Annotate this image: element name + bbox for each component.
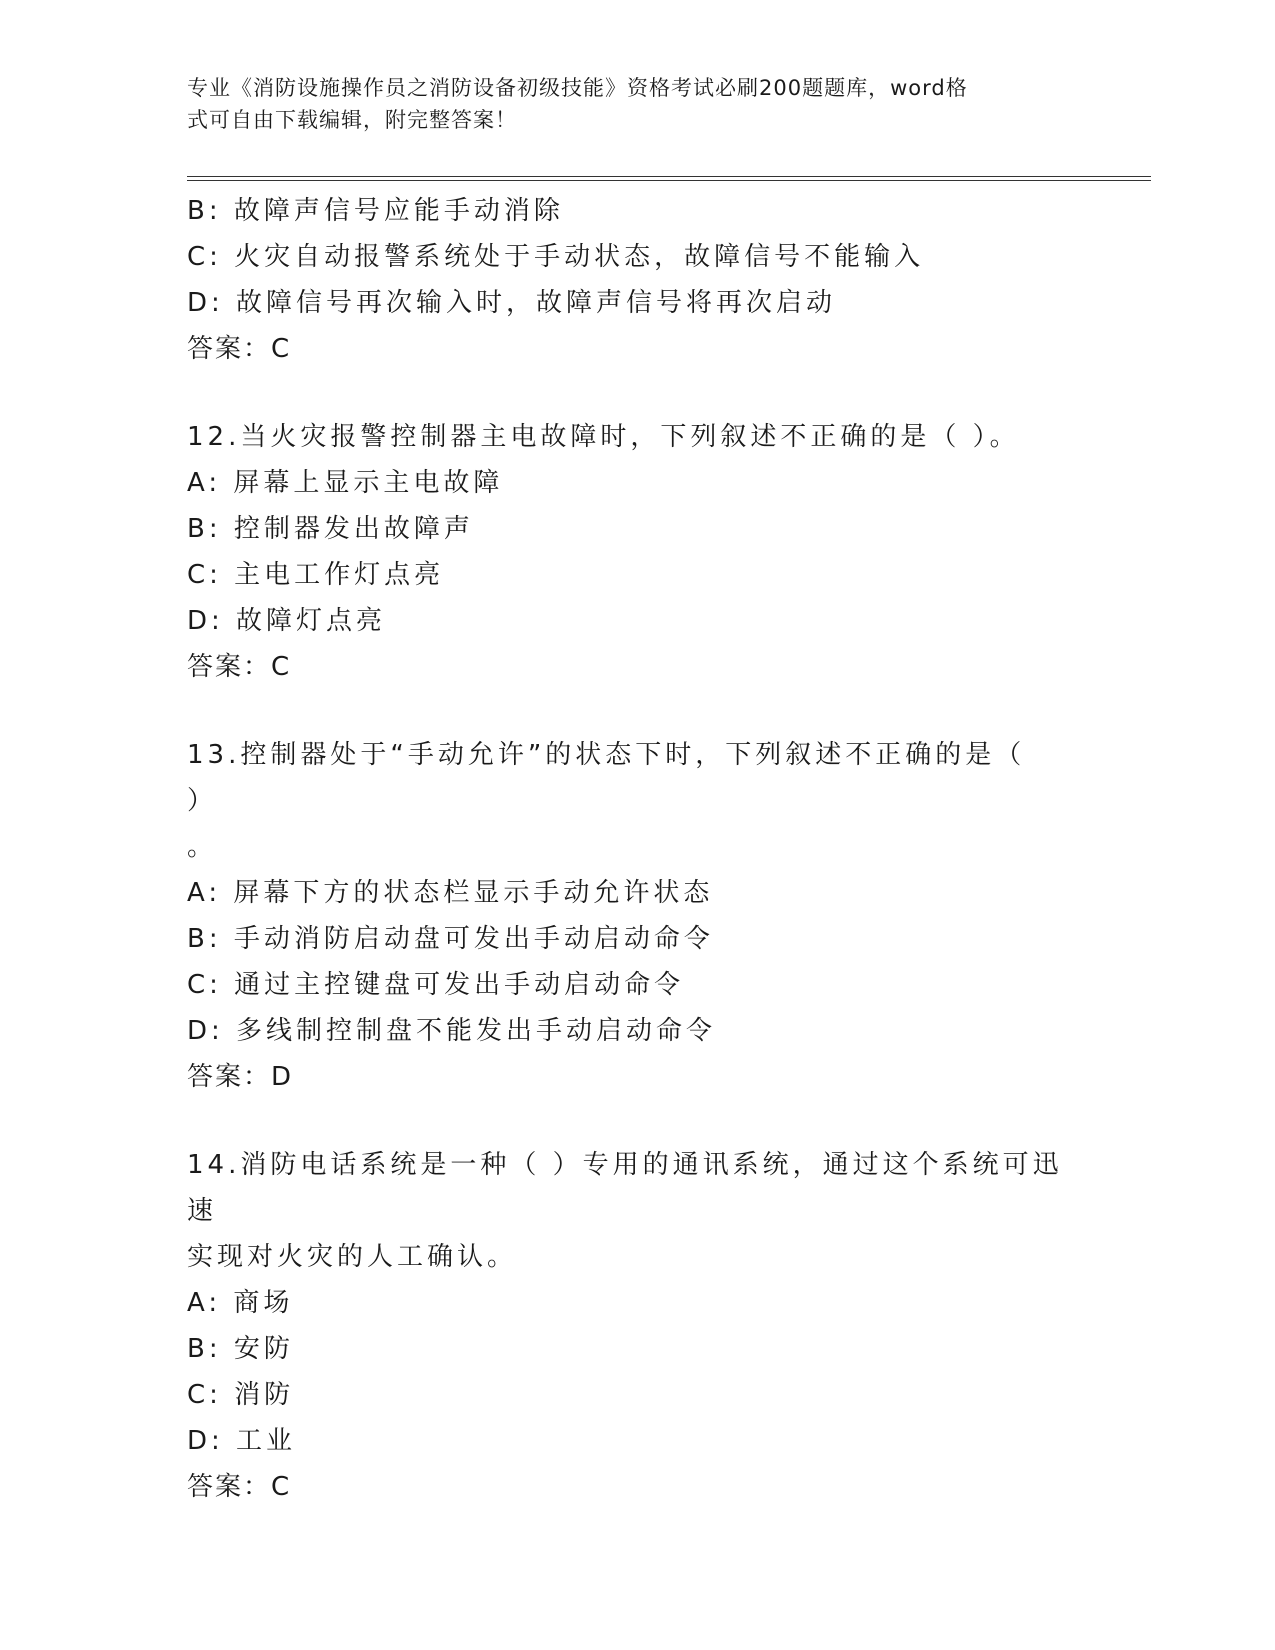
answer-line: 答案：C xyxy=(187,652,292,682)
option-b: B: 手动消防启动盘可发出手动启动命令 xyxy=(187,924,714,954)
option-b: B: 控制器发出故障声 xyxy=(187,514,474,544)
document-header: 专业《消防设施操作员之消防设备初级技能》资格考试必刷200题题库，word格 式可自由下载编辑，附完整答案！ xyxy=(187,76,968,132)
question-block-14 xyxy=(187,1142,1087,1510)
spacer xyxy=(187,690,1087,732)
option-b: B: 安防 xyxy=(187,1334,294,1364)
answer-line: 答案：C xyxy=(187,1472,292,1502)
option-c: C: 火灾自动报警系统处于手动状态，故障信号不能输入 xyxy=(187,242,925,272)
option-d: D: 故障信号再次输入时，故障声信号将再次启动 xyxy=(187,288,837,318)
question-text: 12.当火灾报警控制器主电故障时，下列叙述不正确的是（ ）。 xyxy=(187,422,1020,452)
question-content xyxy=(187,188,1087,1510)
option-b: B: 故障声信号应能手动消除 xyxy=(187,196,564,226)
option-d: D: 多线制控制盘不能发出手动启动命令 xyxy=(187,1016,717,1046)
header-divider xyxy=(187,176,1151,181)
question-block-11 xyxy=(187,188,1087,372)
answer-line: 答案：C xyxy=(187,334,292,364)
spacer xyxy=(187,1100,1087,1142)
spacer xyxy=(187,372,1087,414)
option-a: A: 商场 xyxy=(187,1288,294,1318)
option-a: A: 屏幕上显示主电故障 xyxy=(187,468,504,498)
option-c: C: 通过主控键盘可发出手动启动命令 xyxy=(187,970,685,1000)
option-d: D: 故障灯点亮 xyxy=(187,606,387,636)
option-c: C: 主电工作灯点亮 xyxy=(187,560,445,590)
option-a: A: 屏幕下方的状态栏显示手动允许状态 xyxy=(187,878,714,908)
question-block-12 xyxy=(187,414,1087,690)
question-block-13 xyxy=(187,732,1087,1100)
question-text: 14.消防电话系统是一种（ ）专用的通讯系统，通过这个系统可迅速 实现对火灾的人工确认。 xyxy=(187,1150,1063,1272)
option-c: C: 消防 xyxy=(187,1380,295,1410)
option-d: D: 工业 xyxy=(187,1426,297,1456)
question-text: 13.控制器处于“手动允许”的状态下时，下列叙述不正确的是（ ） 。 xyxy=(187,740,1026,862)
answer-line: 答案：D xyxy=(187,1062,294,1092)
